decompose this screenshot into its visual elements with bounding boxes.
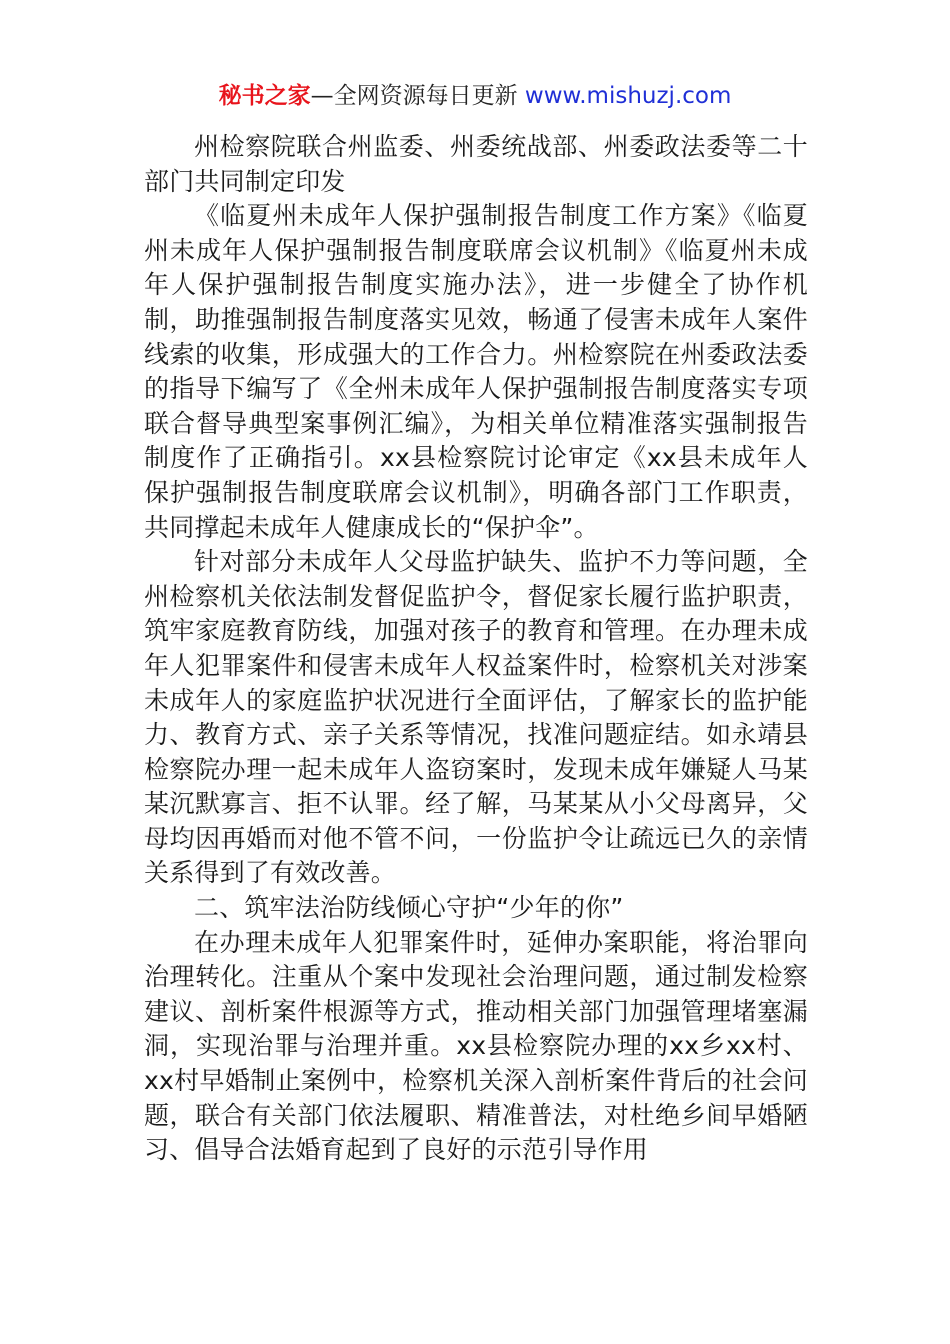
site-url[interactable]: www.mishuzj.com xyxy=(524,83,732,109)
paragraph-2: 《临夏州未成年人保护强制报告制度工作方案》《临夏州未成年人保护强制报告制度联席会议机制》《临夏州未成年人保护强制报告制度实施办法》，进一步健全了协作机制，助推强制报告制度落实见效，畅通了侵害未成年人案件线索的收集，形成强大的工作合力。州检察院在州委政法委的指导下编写了《全州未成年人保护强制报告制度落实专项联合督导典型案事例汇编》，为相关单位精准落实强制报告制度作了正确指引。xx县检察院讨论审定《xx县未成年人保护强制报告制度联席会议机制》，明确各部门工作职责，共同撑起未成年人健康成长的“保护伞”。 xyxy=(144,201,808,542)
site-header xyxy=(0,78,950,114)
paragraph-3: 针对部分未成年人父母监护缺失、监护不力等问题，全州检察机关依法制发督促监护令，督促家长履行监护职责，筑牢家庭教育防线，加强对孩子的教育和管理。在办理未成年人犯罪案件和侵害未成年人权益案件时，检察机关对涉案未成年人的家庭监护状况进行全面评估，了解家长的监护能力、教育方式、亲子关系等情况，找准问题症结。如永靖县检察院办理一起未成年人盗窃案时，发现未成年嫌疑人马某某沉默寡言、拒不认罪。经了解，马某某从小父母离异，父母均因再婚而对他不管不问，一份监护令让疏远已久的亲情关系得到了有效改善。 xyxy=(144,547,808,888)
document-body xyxy=(144,130,808,1168)
paragraph-4: 在办理未成年人犯罪案件时，延伸办案职能，将治罪向治理转化。注重从个案中发现社会治理问题，通过制发检察建议、剖析案件根源等方式，推动相关部门加强管理堵塞漏洞，实现治罪与治理并重。xx县检察院办理的xx乡xx村、xx村早婚制止案例中，检察机关深入剖析案件背后的社会问题，联合有关部门依法履职、精准普法，对杜绝乡间早婚陋习、倡导合法婚育起到了良好的示范引导作用 xyxy=(144,927,808,1165)
header-dash: — xyxy=(310,83,334,109)
brand-name: 秘书之家 xyxy=(218,83,311,109)
header-tagline: 全网资源每日更新 xyxy=(333,83,518,109)
paragraph-1: 州检察院联合州监委、州委统战部、州委政法委等二十部门共同制定印发 xyxy=(144,132,808,196)
section-heading: 二、筑牢法治防线倾心守护“少年的你” xyxy=(194,893,624,923)
